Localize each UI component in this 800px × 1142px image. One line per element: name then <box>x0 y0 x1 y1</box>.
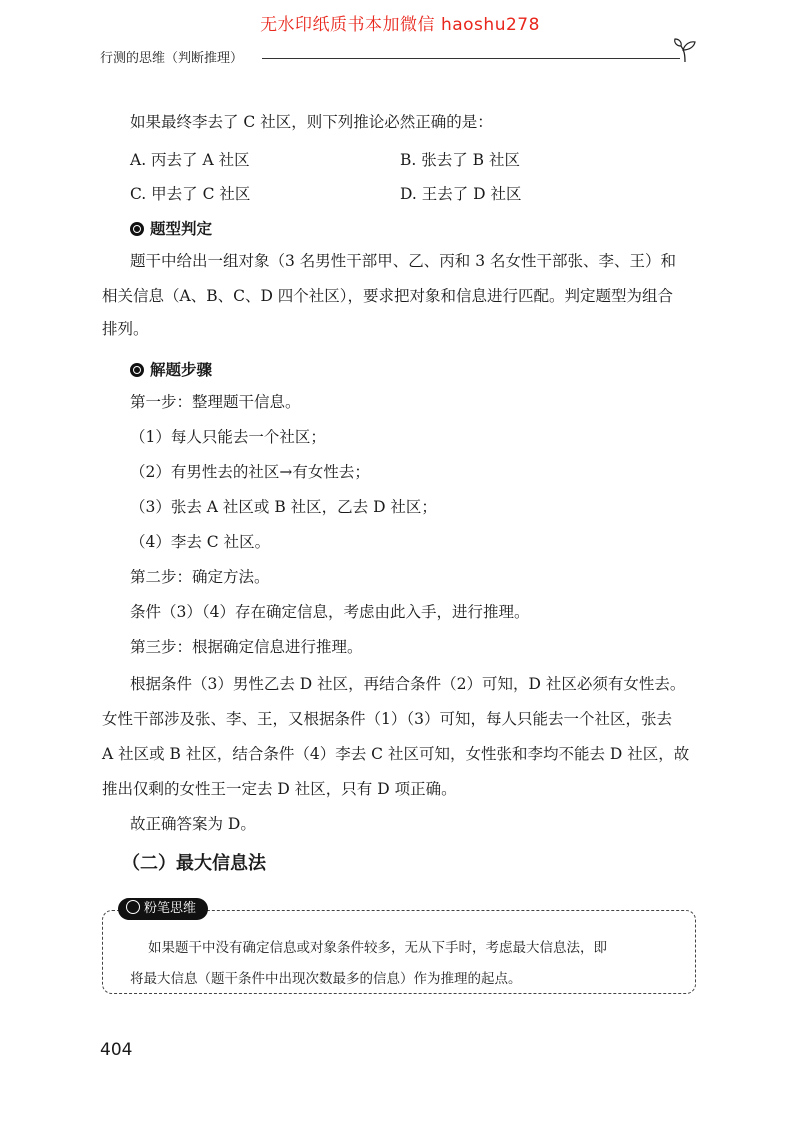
option-b: B. 张去了 B 社区 <box>400 151 520 169</box>
section-heading-text: 题型判定 <box>150 220 213 238</box>
step-line: 第一步：整理题干信息。 <box>130 393 301 411</box>
question-stem: 如果最终李去了 C 社区，则下列推论必然正确的是： <box>130 113 493 131</box>
section-heading-question-type <box>130 217 212 239</box>
paragraph-line: 相关信息（A、B、C、D 四个社区），要求把对象和信息进行匹配。判定题型为组合 <box>102 287 674 305</box>
paragraph-line: 排列。 <box>102 320 149 338</box>
section-heading-text: 解题步骤 <box>150 361 213 379</box>
note-line: 将最大信息（题干条件中出现次数最多的信息）作为推理的起点。 <box>130 971 522 987</box>
paragraph-line: 题干中给出一组对象（3 名男性干部甲、乙、丙和 3 名女性干部张、李、王）和 <box>130 252 677 270</box>
note-line: 如果题干中没有确定信息或对象条件较多，无从下手时，考虑最大信息法，即 <box>148 940 607 956</box>
section-heading-solution-steps <box>130 358 212 380</box>
step-line: （3）张去 A 社区或 B 社区，乙去 D 社区； <box>130 498 437 516</box>
option-c: C. 甲去了 C 社区 <box>130 185 251 203</box>
option-a: A. 丙去了 A 社区 <box>130 151 250 169</box>
running-header-title: 行测的思维（判断推理） <box>100 51 244 66</box>
step-line: 第二步：确定方法。 <box>130 568 270 586</box>
gear-bullet-icon <box>130 222 144 236</box>
step-line: 根据条件（3）男性乙去 D 社区，再结合条件（2）可知，D 社区必须有女性去。 <box>130 675 686 693</box>
note-tab-label: 粉笔思维 <box>144 901 197 916</box>
option-d: D. 王去了 D 社区 <box>400 185 522 203</box>
compass-bullet-icon <box>130 363 144 377</box>
step-line: （4）李去 C 社区。 <box>130 533 271 551</box>
step-line: （1）每人只能去一个社区； <box>130 428 326 446</box>
step-line: （2）有男性去的社区→有女性去； <box>130 463 370 481</box>
subsection-title: （二）最大信息法 <box>122 853 266 874</box>
note-tab <box>118 898 208 920</box>
page-number: 404 <box>100 1040 133 1060</box>
step-line: 推出仅剩的女性王一定去 D 社区，只有 D 项正确。 <box>102 780 457 798</box>
sprout-icon <box>672 36 698 64</box>
pen-icon <box>126 900 140 914</box>
answer-line: 故正确答案为 D。 <box>130 815 256 833</box>
step-line: A 社区或 B 社区，结合条件（4）李去 C 社区可知，女性张和李均不能去 D 社区，故 <box>102 745 690 763</box>
watermark-text: 无水印纸质书本加微信 haoshu278 <box>260 15 540 35</box>
step-line: 第三步：根据确定信息进行推理。 <box>130 638 363 656</box>
step-line: 条件（3）（4）存在确定信息，考虑由此入手，进行推理。 <box>130 603 530 621</box>
step-line: 女性干部涉及张、李、王，又根据条件（1）（3）可知，每人只能去一个社区，张去 <box>102 710 672 728</box>
header-rule <box>262 58 680 59</box>
